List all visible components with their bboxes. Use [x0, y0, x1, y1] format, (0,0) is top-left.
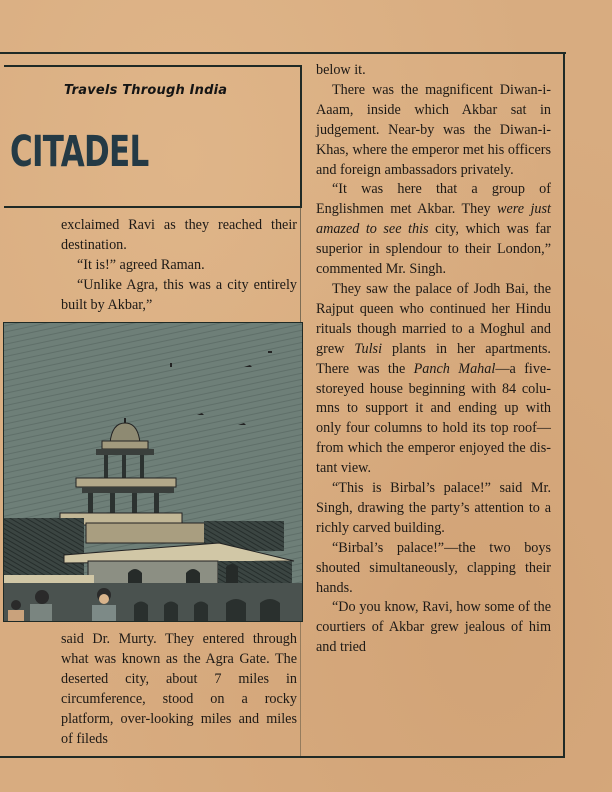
right-column [316, 61, 551, 658]
italic-text: were just amazed to see this [316, 201, 551, 238]
frame-right-rule [563, 52, 565, 758]
column-divider [300, 204, 301, 322]
article-headline: CITADEL [10, 127, 149, 177]
text-run: city, which was far superior in splendour to their London,” commented Mr. Singh. [316, 221, 551, 278]
paragraph: “Birbal’s palace!”—the two boys shouted simultaneously, clapping their hands. [316, 539, 551, 596]
column-divider-lower [300, 620, 301, 756]
paragraph: “It is!” agreed Raman. [77, 256, 205, 273]
left-column-top [61, 216, 297, 316]
series-title: Travels Through India [64, 83, 228, 98]
palace-illustration-graphic [4, 323, 302, 621]
paragraph [316, 280, 551, 479]
paragraph [316, 180, 551, 280]
paragraph: below it. [316, 62, 366, 78]
paragraph: exclaimed Ravi as they reached their destination. [61, 217, 297, 253]
italic-text: Tulsi [354, 340, 383, 357]
text-run: plants in her apartments. There was the [316, 340, 551, 377]
paragraph: There was the magnificent Diwan-i-Aaam, inside which Akbar sat in judgement. Near-by was the Diwan-i-Khas, where the emperor met his officers and foreign ambassadors privately. [316, 81, 551, 178]
palace-illustration [3, 322, 303, 622]
text-run: They saw the palace of Jodh Bai, the Rajput queen who continued her Hindu rituals though married to a Moghul and grew [316, 280, 551, 357]
paragraph: “Unlike Agra, this was a city entirely built by Akbar,” [61, 276, 297, 313]
paragraph: “Do you know, Ravi, how some of the courtiers of Akbar grew jealous of him and tried [316, 599, 551, 656]
left-column-bottom [61, 630, 297, 749]
paragraph: “This is Birbal’s palace!” said Mr. Singh, drawing the party’s attention to a richly carved building. [316, 480, 551, 536]
text-run: “It was here that a group of Englishmen met Akbar. They [316, 181, 551, 218]
frame-top-rule [0, 52, 566, 54]
text-run: —a five-storeyed house beginning with 84 colu-mns to support it and ending up with only four columns to hold its top roof—from which the emperor enjoyed the dis-tant view. [316, 360, 551, 477]
frame-bottom-rule [0, 756, 565, 758]
italic-text: Panch Mahal [413, 360, 496, 377]
paragraph: said Dr. Murty. They entered through what was known as the Agra Gate. The deserted city, about 7 miles in circumference, stood on a rocky platform, over-looking miles and miles of fileds [61, 631, 297, 747]
